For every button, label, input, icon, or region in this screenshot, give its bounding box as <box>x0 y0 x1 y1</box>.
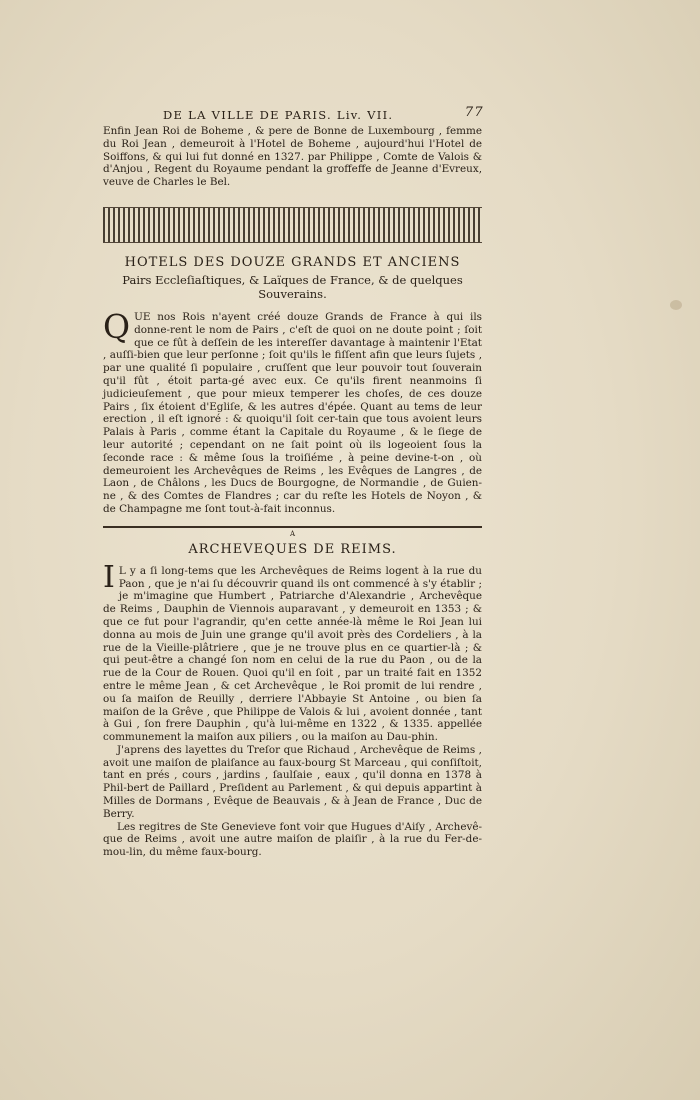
section-heading-hotels: HOTELS DES DOUZE GRANDS ET ANCIENS <box>124 254 461 270</box>
section2-paragraph-3: Les regitres de Ste Genevieve font voir que Hugues d'Aiſy , Archevê-que de Reims , avoit une autre maiſon de plaiſir , à la rue du Fer-de-mou-lin, du même faux-bourg. <box>103 820 482 859</box>
section2-paragraph-1: L y a ſi long-tems que les Archevêques de Reims logent à la rue du Paon , que je n'ai ſu découvrir quand ils ont commencé à s'y établir ; je m'imagine que Humbert , Patriarche d'Alexandrie , Archevêque de Reims , Dauphin de Viennois auparavant , y demeuroit en 1353 ; & que ce fut pour l'agrandir, qu'en cette année-là même le Roi Jean lui donna au mois de Juin une grange qu'il avoit près des Cordeliers , à la rue de la Vieille-plâtriere , que je ne trouve plus en ce quartier-là ; & qui peut-être a changé ſon nom en celui de la rue du Paon , ou de la rue de la Cour de Rouen. Quoi qu'il en ſoit , par un traité fait en 1352 entre le même Jean , & cet Archevêque , le Roi promit de lui rendre , ou ſa maiſon de Reuilly , derriere l'Abbayie St Antoine , ou bien ſa maiſon de la Grêve , que Philippe de Valois & lui , avoient donnée , tant à Gui , ſon frere Dauphin , qu'à lui-même en 1322 , & 1335. appellée communement la maiſon aux piliers , ou la maiſon au Dau-phin. <box>103 564 482 744</box>
running-head-title: DE LA VILLE DE PARIS. Liv. VII. <box>163 108 394 122</box>
drop-cap-q: Q <box>103 306 131 346</box>
foxing-spot <box>670 300 682 310</box>
section-heading-archeveques: ARCHEVEQUES DE REIMS. <box>188 541 397 557</box>
section2-body <box>103 559 482 859</box>
drop-cap-i: I <box>103 559 115 595</box>
section2-paragraph-2: J'aprens des layettes du Treſor que Richaud , Archevêque de Reims , avoit une maiſon de plaiſance au faux-bourg St Marceau , qui conſiſtoit, tant en prés , cours , jardins , ſaulſaie , eaux , qu'il donna en 1378 à Phil-bert de Paillard , Preſident au Parlement , & qui depuis appartint à Milles de Dormans , Evêque de Beauvais , & à Jean de France , Duc de Berry. <box>103 743 482 820</box>
section1-body <box>103 306 482 516</box>
section1-paragraph: UE nos Rois n'ayent créé douze Grands de France à qui ils donne-rent le nom de Pairs , c'eſt de quoi on ne doute point ; ſoit que ce fût à deſſein de les intereſſer davantage à maintenir l'Etat , auſſi-bien que leur perſonne ; ſoit qu'ils le fiſſent afin que leurs ſujets , par une qualité ſi populaire , cruſſent que leur pouvoir tout ſouverain qu'il fût , étoit parta-gé avec eux. Ce qu'ils firent neanmoins ſi judicieuſement , que pour mieux temperer les choſes, de ces douze Pairs , ſix étoient d'Egliſe, & les autres d'épée. Quant au tems de leur erection , il eſt ignoré : & quoiqu'il ſoit cer-tain que tous avoient leurs Palais à Paris , comme étant la Capitale du Royaume , & le ſiege de leur autorité ; cependant on ne ſait point où ils logeoient ſous la ſeconde race : & même ſous la troiſiéme , à peine devine-t-on , où demeuroient les Archevêques de Reims , les Evêques de Langres , de Laon , de Châlons , les Ducs de Bourgogne, de Normandie , de Guien-ne , & des Comtes de Flandres ; car du reſte les Hotels de Noyon , & de Champagne me ſont tout-à-fait inconnus. <box>103 310 482 515</box>
page-content <box>103 105 482 859</box>
section-divider-rule <box>103 526 482 528</box>
signature-mark: A <box>289 529 296 538</box>
running-head <box>103 105 482 125</box>
page-number: 77 <box>464 105 484 120</box>
section-subheading-pairs: Pairs Eccleſiaſtiques, & Laïques de France, & de quelques Souverains. <box>122 272 463 301</box>
decorative-ornament-band <box>103 207 482 243</box>
intro-paragraph: Enfin Jean Roi de Boheme , & pere de Bonne de Luxembourg , femme du Roi Jean , demeuroit à l'Hotel de Boheme , aujourd'hui l'Hotel de Soiffons, & qui lui fut donné en 1327. par Philippe , Comte de Valois & d'Anjou , Regent du Royaume pendant la groffeffe de Jeanne d'Evreux, veuve de Charles le Bel. <box>103 125 482 189</box>
